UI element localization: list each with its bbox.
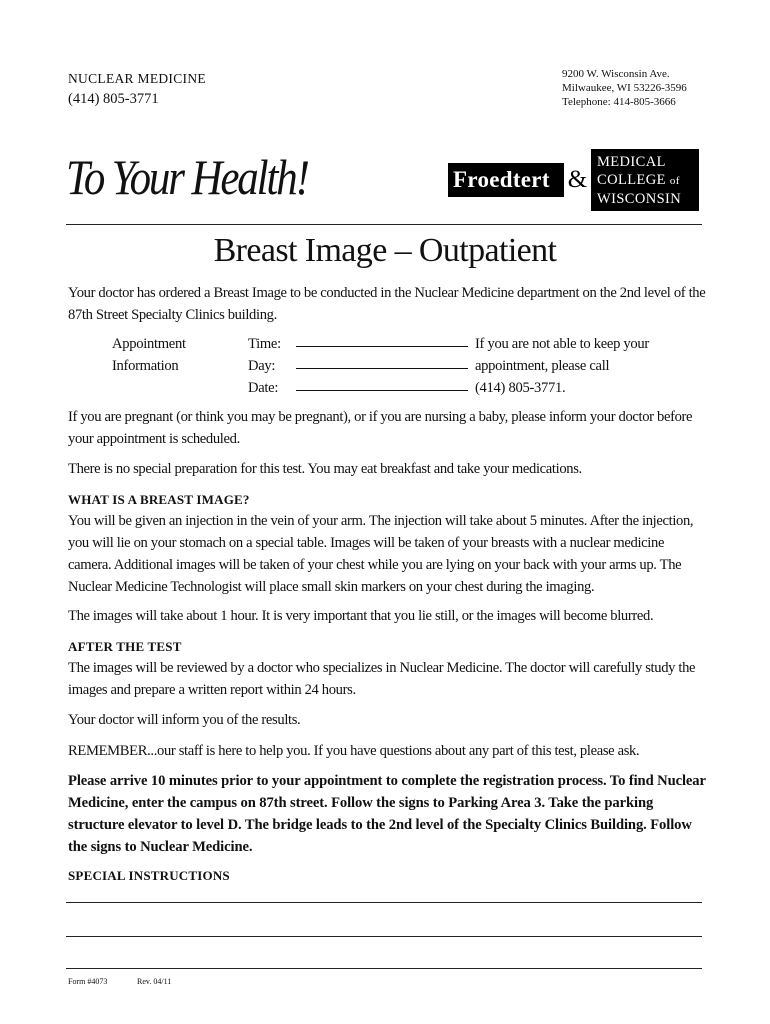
document-title: Breast Image – Outpatient — [213, 232, 557, 269]
results-paragraph: Your doctor will inform you of the results. — [68, 712, 301, 728]
date-blank-line[interactable] — [296, 369, 468, 391]
department-name: NUCLEAR MEDICINE — [68, 71, 206, 86]
special-instructions-line-3[interactable] — [66, 968, 702, 969]
address-block — [562, 67, 687, 109]
department-block — [68, 68, 206, 110]
appointment-field-labels — [248, 333, 281, 399]
form-number: Form #4073 — [68, 977, 108, 986]
logo-ampersand: & — [567, 166, 588, 193]
pregnancy-paragraph: If you are pregnant (or think you may be pregnant), or if you are nursing a baby, please inform your doctor before your appointment is scheduled. — [68, 409, 693, 447]
after-test-heading: AFTER THE TEST — [68, 639, 182, 654]
after-test-body: The images will be reviewed by a doctor who specializes in Nuclear Medicine. The doctor will carefully study the images and prepare a written report within 24 hours. — [68, 660, 696, 698]
arrival-instructions: Please arrive 10 minutes prior to your appointment to complete the registration process. To find Nuclear Medicine, enter the campus on 87th street. Follow the signs to Parking Area 3. Take the parking structure elevator to level D. The bridge leads to the 2nd level of the Specialty Clinics Building. Follow the signs to Nuclear Medicine. — [68, 773, 706, 855]
special-instructions-line-2[interactable] — [66, 936, 702, 937]
appointment-blanks — [296, 333, 468, 399]
logo-mcw-line-1: MEDICAL — [597, 154, 666, 170]
logo-medical-college — [591, 149, 699, 211]
intro-paragraph: Your doctor has ordered a Breast Image to be conducted in the Nuclear Medicine department on the 2nd level of the 87th Street Specialty Clinics building. — [68, 285, 706, 323]
address-telephone: Telephone: 414-805-3666 — [562, 96, 676, 108]
field-label-day: Day: — [248, 358, 276, 374]
reschedule-note: If you are not able to keep your appointment, please call (414) 805-3771. — [475, 336, 649, 396]
remember-paragraph: REMEMBER...our staff is here to help you. If you have questions about any part of this test, please ask. — [68, 743, 640, 759]
preparation-paragraph: There is no special preparation for this test. You may eat breakfast and take your medications. — [68, 461, 582, 477]
day-blank-line[interactable] — [296, 347, 468, 369]
logo-mcw-line-3: WISCONSIN — [597, 191, 682, 207]
special-instructions-line-1[interactable] — [66, 902, 702, 903]
field-label-date: Date: — [248, 380, 279, 396]
special-instructions-heading: SPECIAL INSTRUCTIONS — [68, 868, 230, 883]
field-label-time: Time: — [248, 336, 281, 352]
address-city: Milwaukee, WI 53226-3596 — [562, 82, 687, 94]
logo-mcw-line-2: COLLEGE of — [597, 172, 680, 188]
appointment-label: Appointment Information — [112, 336, 186, 374]
address-street: 9200 W. Wisconsin Ave. — [562, 68, 670, 80]
department-phone: (414) 805-3771 — [68, 91, 159, 107]
duration-paragraph: The images will take about 1 hour. It is very important that you lie still, or the images will become blurred. — [68, 608, 654, 624]
revision-date: Rev. 04/11 — [137, 977, 172, 986]
logo-froedtert: Froedtert — [448, 163, 564, 197]
what-is-heading: WHAT IS A BREAST IMAGE? — [68, 492, 250, 507]
time-blank-line[interactable] — [296, 325, 468, 347]
what-is-body: You will be given an injection in the vein of your arm. The injection will take about 5 minutes. After the injection, you will lie on your stomach on a special table. Images will be taken of your breasts with a nuclear medicine camera. Additional images will be taken of your chest while you are lying on your back with your arms up. The Nuclear Medicine Technologist will place small skin markers on your chest during the imaging. — [68, 513, 694, 595]
tagline: To Your Health! — [66, 149, 308, 205]
